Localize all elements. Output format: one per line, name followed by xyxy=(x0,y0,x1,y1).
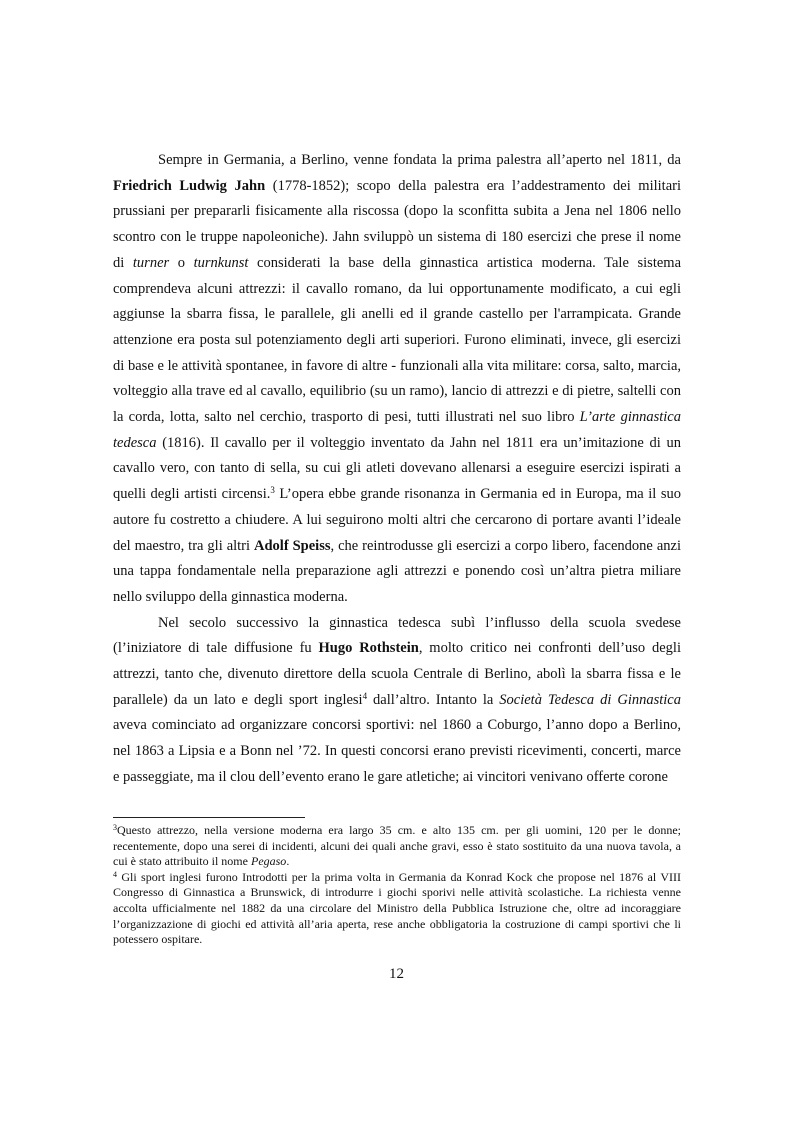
footnote-mark: 3 xyxy=(113,823,117,832)
text-run: L’opera ebbe grande risonanza in Germania ed in Europa, ma il suo autore fu costretto a chiudere. A lui seguirono molti altri che cercarono di portare avanti l’ideale del maestro, tra gli altri xyxy=(113,486,681,554)
footnote-ref-4[interactable]: 4 xyxy=(362,690,368,701)
person-name-speiss: Adolf Speiss xyxy=(254,537,331,554)
page-number: 12 xyxy=(389,966,404,982)
text-run: o xyxy=(169,254,194,271)
book-title: L’arte ginnastica tedesca xyxy=(113,409,681,451)
paragraph-rothstein xyxy=(113,611,681,791)
text-run: considerati la base della ginnastica artistica moderna. Tale sistema comprendeva alcuni attrezzi: il cavallo romano, da lui opportunamente modificato, a cui egli aggiunse la sbarra fissa, le parallele, gli anelli ed il grande castello per l'arrampicata. Grande attenzione era posta sul potenziamento degli arti superiori. Furono eliminati, invece, gli esercizi di base e le attività spontanee, in favore di altre - funzionali alla vita militare: corsa, salto, marcia, volteggio alla trave ed al cavallo, equilibrio (su un ramo), lancio di attrezzi e di pietre, saltelli con la corda, lotta, salto nel cerchio, trasporto di pesi, tutti illustrati nel suo libro xyxy=(113,254,682,426)
person-name-jahn: Friedrich Ludwig Jahn xyxy=(113,177,266,194)
footnote-mark: 4 xyxy=(113,869,117,879)
footnote-text: Gli sport inglesi furono Introdotti per la prima volta in Germania da Konrad Kock che propose nel 1876 al VIII Congresso di Ginnastica a Brunswick, di introdurre i giochi sporivi nelle attività scolastiche. La richiesta venne accolta ufficialmente nel 1882 da una circolare del Ministro della Pubblica Istruzione che, oltre ad incoraggiare l’organizzazione di giochi ed attività all’aria aperta, rese anche obbligatoria la costruzione di campi sportivi che li potessero ospitare. xyxy=(113,869,681,947)
text-run: (1778-1852); scopo della palestra era l’addestramento dei militari prussiani per prepararli fisicamente alla riscossa (dopo la sconfitta subita a Jena nel 1806 nello scontro con le truppe napoleoniche). Jahn sviluppò un sistema di 180 esercizi che prese il nome di xyxy=(113,177,681,271)
text-run: , che reintrodusse gli esercizi a corpo libero, facendone anzi una tappa fondamentale nella preparazione agli attrezzi e ponendo così un’altra pietra miliare nello sviluppo della ginnastica moderna. xyxy=(113,537,681,605)
footnote-text: Questo attrezzo, nella versione moderna era largo 35 cm. e alto 135 cm. per gli uomini, 120 per le donne; recentemente, dopo una serei di incidenti, alcuni dei quali anche gravi, esso è stato sostituito da una nuova tavola, a cui è stato attribuito il nome xyxy=(113,823,681,869)
term-turner: turner xyxy=(132,254,170,271)
footnote-separator xyxy=(113,817,305,818)
text-run: (1816). Il cavallo per il volteggio inventato da Jahn nel 1811 era un’imitazione di un cavallo vero, con tanto di sella, su cui gli atleti dovevano allenarsi a eseguire esercizi ispirati a quelli degli artisti circensi. xyxy=(113,434,681,503)
footnote-text: . xyxy=(286,854,290,869)
footnote-ref-3[interactable]: 3 xyxy=(270,485,275,496)
footnote-4 xyxy=(113,870,681,948)
footnotes xyxy=(113,823,681,948)
paragraph-jahn xyxy=(113,148,681,611)
text-run: Nel secolo successivo la ginnastica tedesca subì l’influsso della scuola svedese (l’iniziatore di tale diffusione fu xyxy=(113,614,681,657)
footnote-3 xyxy=(113,823,681,870)
body-text xyxy=(113,148,681,791)
organization-name: Società Tedesca di Ginnastica xyxy=(499,691,681,708)
text-run: aveva cominciato ad organizzare concorsi sportivi: nel 1860 a Coburgo, l’anno dopo a Berlino, nel 1863 a Lipsia e a Bonn nel ’72. In questi concorsi erano previsti ricevimenti, concerti, marce e passeggiate, ma il clou dell’evento erano le gare atletiche; ai vincitori venivano offerte corone xyxy=(113,717,681,785)
footnote-italic: Pegaso xyxy=(250,854,287,869)
person-name-rothstein: Hugo Rothstein xyxy=(318,640,419,657)
text-run: dall’altro. Intanto la xyxy=(367,691,500,708)
text-run: Sempre in Germania, a Berlino, venne fondata la prima palestra all’aperto nel 1811, da xyxy=(158,152,681,168)
text-run: , molto critico nei confronti dell’uso degli attrezzi, tanto che, divenuto direttore della scuola Centrale di Berlino, abolì la sbarra fissa e le parallele) da un lato e degli sport inglesi xyxy=(113,640,681,708)
term-turnkunst: turnkunst xyxy=(193,254,249,271)
